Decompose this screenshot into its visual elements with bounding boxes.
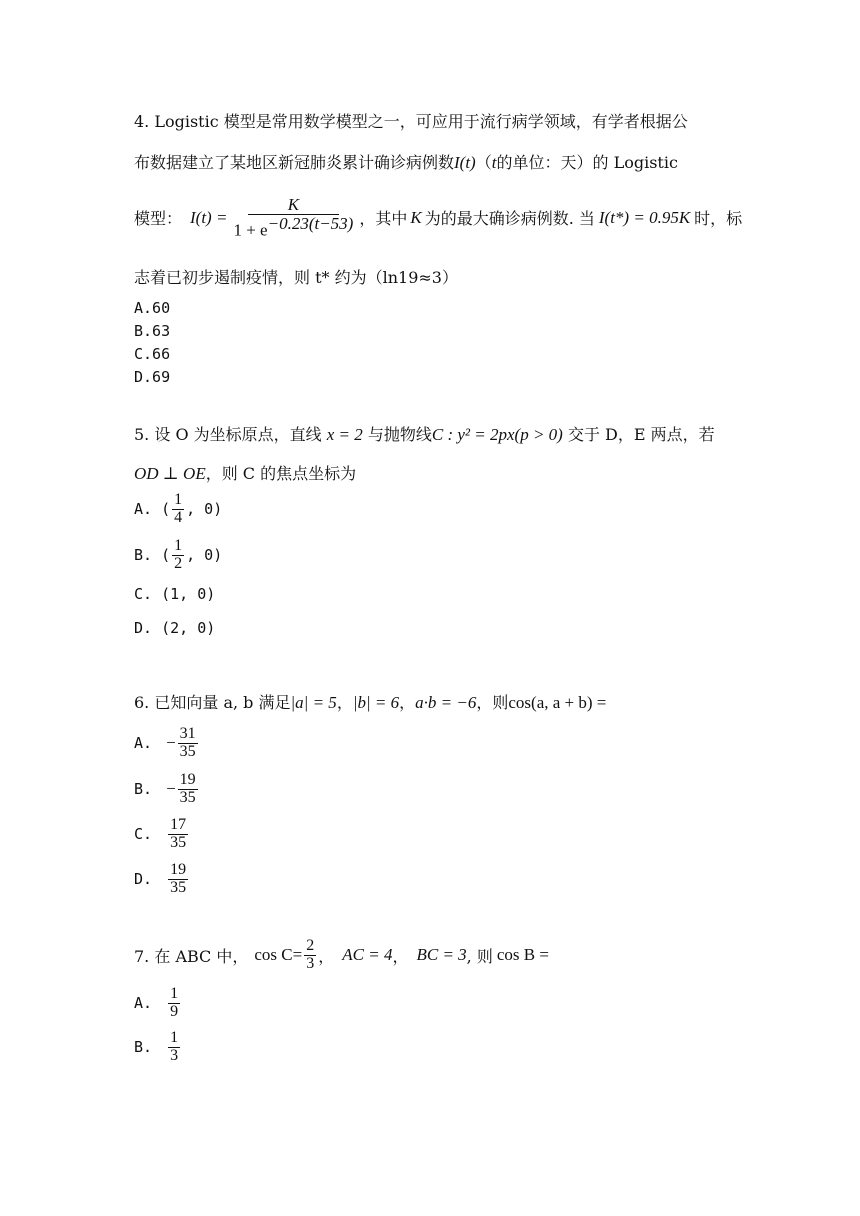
q4-line2-text-a: 布数据建立了某地区新冠肺炎累计确诊病例数: [134, 153, 455, 172]
q4-formula-exponent: −0.23(t−53): [267, 213, 354, 233]
q5-option-a-tail: , 0): [186, 500, 223, 519]
q7-option-a: [134, 986, 182, 1021]
q7-sep-2: ，: [392, 946, 409, 966]
q4-function-I: I(t): [454, 153, 476, 172]
q6-option-d: [134, 862, 190, 897]
q6-option-d-fraction: [168, 862, 188, 897]
q6-option-d-num: 19: [170, 861, 187, 878]
q6-eq-dot: a·b = −6: [415, 693, 477, 712]
q7-sep-1: ，: [318, 946, 335, 966]
q6-option-a-den: 35: [179, 742, 196, 760]
q4-option-a: A.60: [134, 299, 171, 317]
q4-option-b: B.63: [134, 322, 171, 340]
q7-option-b: [134, 1030, 182, 1065]
q6-option-c-den: 35: [170, 833, 187, 851]
q7-option-a-label: A.: [134, 994, 153, 1013]
q4-line3: [134, 196, 742, 240]
q4-formula-lhs: I(t) =: [190, 207, 228, 227]
q5-equation-line: x = 2: [326, 425, 363, 444]
q6-option-a-num: 31: [179, 725, 196, 742]
q5-option-a: [134, 492, 222, 527]
q4-line3-text-a: 模型：: [134, 209, 183, 229]
q7-option-a-den: 9: [170, 1002, 179, 1020]
q4-line2: [134, 150, 678, 173]
q6-option-b-den: 35: [179, 788, 196, 806]
q4-formula-fraction: [231, 196, 355, 240]
q4-option-c: C.66: [134, 345, 171, 363]
q7-stem-text-b: , 则: [466, 946, 493, 966]
q6-option-b-sign: −: [166, 779, 176, 799]
q6-stem-text-a: 6. 已知向量 a, b 满足: [134, 693, 291, 712]
q4-var-t: t: [491, 153, 497, 172]
q7-cos-c-num: 2: [306, 937, 315, 954]
q7-stem: [134, 938, 549, 973]
q7-eq-ac: AC = 4: [342, 945, 393, 965]
q5-option-a-num: 1: [174, 491, 183, 508]
q7-option-b-num: 1: [170, 1029, 179, 1046]
q4-line3-text-c: 为的最大确诊病例数. 当: [424, 209, 595, 229]
q5-option-b-label: B. (: [134, 546, 171, 565]
q5-option-b-tail: , 0): [186, 546, 223, 565]
q6-sep-1: ，: [336, 693, 353, 712]
q6-option-a-fraction: [178, 726, 198, 761]
q5-option-b-num: 1: [174, 537, 183, 554]
q7-option-b-label: B.: [134, 1038, 153, 1057]
q5-option-a-label: A. (: [134, 500, 171, 519]
q6-eq-norm-a: |a| = 5: [290, 693, 337, 712]
q6-option-c-num: 17: [170, 816, 187, 833]
q6-option-b-label: B.: [134, 780, 153, 799]
q5-line2-text: ，则 C 的焦点坐标为: [205, 464, 357, 483]
q5-line1-text-b: 与抛物线: [367, 425, 432, 444]
q4-line2-text-c: 的单位：天）的 Logistic: [496, 153, 678, 172]
q5-option-a-den: 4: [174, 508, 183, 526]
q5-option-b: [134, 538, 222, 573]
q7-eq-cos-b: cos B =: [496, 945, 549, 965]
q4-option-d: D.69: [134, 368, 171, 386]
q5-line1-text-a: 5. 设 O 为坐标原点，直线: [134, 425, 322, 444]
q4-line1: 4. Logistic 模型是常用数学模型之一，可应用于流行病学领域，有学者根据公: [134, 112, 688, 131]
q4-var-K: K: [410, 207, 422, 227]
q6-eq-cos: cos(a, a + b) =: [508, 693, 607, 712]
q4-condition: I(t*) = 0.95K: [598, 207, 691, 227]
q6-option-a-label: A.: [134, 734, 153, 753]
q6-option-c-fraction: [168, 817, 188, 852]
q5-equation-parabola: C : y² = 2px(p > 0): [431, 425, 563, 444]
q5-option-c: C. (1, 0): [134, 585, 216, 603]
q6-option-c-label: C.: [134, 825, 153, 844]
q6-option-b: [134, 772, 200, 807]
q7-option-a-fraction: [168, 986, 180, 1021]
q5-option-a-fraction: [172, 492, 184, 527]
q7-option-b-fraction: [168, 1030, 180, 1065]
q6-option-a: [134, 726, 200, 761]
q6-stem: [134, 690, 606, 713]
q5-line2: [134, 461, 356, 484]
q7-cos-c-fraction: [304, 938, 316, 973]
q7-stem-text-a: 7. 在 ABC 中，: [134, 946, 249, 966]
q6-option-b-num: 19: [179, 771, 196, 788]
q5-line1: [134, 422, 715, 445]
q5-line1-text-c: 交于 D，E 两点，若: [567, 425, 715, 444]
q6-stem-text-b: ，则: [476, 693, 509, 712]
q7-option-a-num: 1: [170, 985, 179, 1002]
q4-line4: 志着已初步遏制疫情，则 t* 约为（ln19≈3）: [134, 268, 458, 287]
q4-formula-numerator: K: [248, 196, 339, 215]
q6-option-d-den: 35: [170, 878, 187, 896]
q7-option-b-den: 3: [170, 1046, 179, 1064]
q7-cos-c: cos C=: [254, 945, 303, 965]
q6-option-d-label: D.: [134, 870, 153, 889]
q4-line3-text-b: ，其中: [359, 209, 408, 229]
q5-option-d: D. (2, 0): [134, 619, 216, 637]
q7-eq-bc: BC = 3: [416, 945, 467, 965]
q5-perpendicular: OD ⊥ OE: [134, 464, 206, 483]
q6-option-a-sign: −: [166, 733, 176, 753]
q7-cos-c-den: 3: [306, 954, 315, 972]
q4-formula-denominator: $1 + e^{-0.23(t-53)}$: [233, 213, 354, 240]
q6-sep-2: ，: [399, 693, 416, 712]
q6-option-c: [134, 817, 190, 852]
q4-line2-text-b: （: [475, 153, 492, 172]
q5-option-b-fraction: [172, 538, 184, 573]
q5-option-b-den: 2: [174, 554, 183, 572]
q6-eq-norm-b: |b| = 6: [352, 693, 400, 712]
q6-option-b-fraction: [178, 772, 198, 807]
q4-line3-text-d: 时，标: [694, 209, 743, 229]
